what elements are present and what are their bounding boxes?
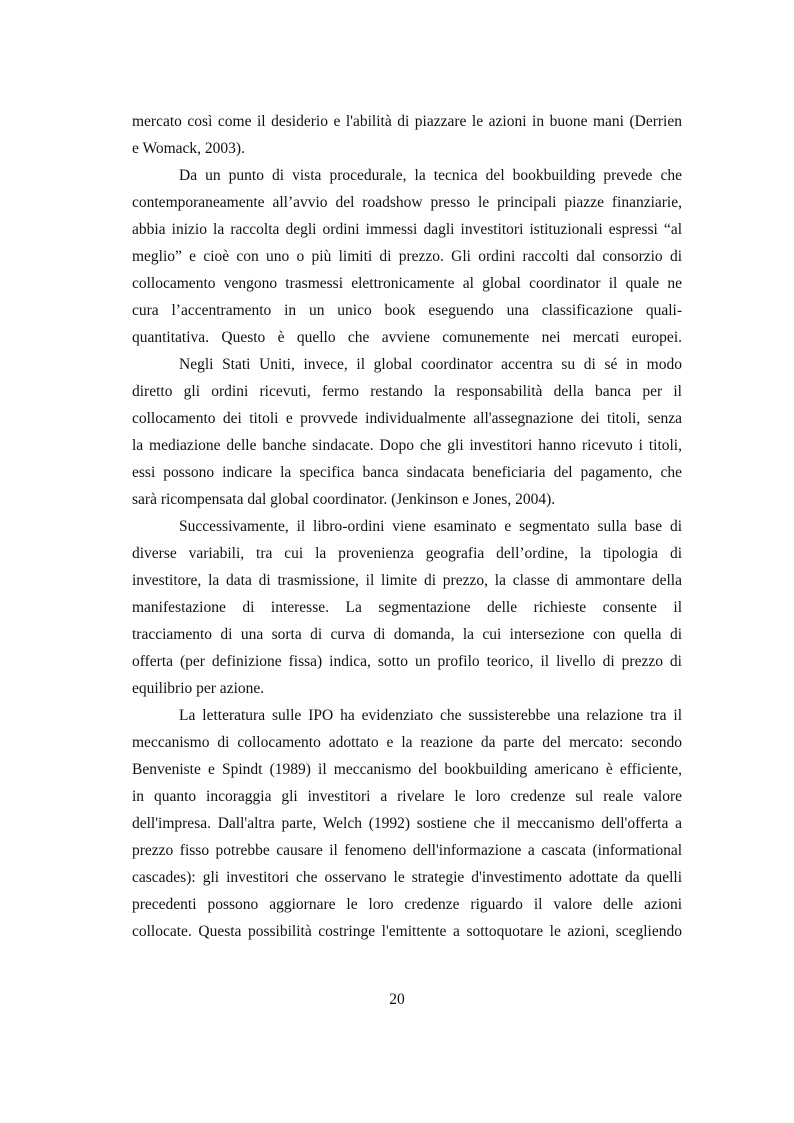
text-line: manifestazione di interesse. La segmentazione delle richieste consente il [132, 599, 682, 616]
text-line: meccanismo di collocamento adottato e la reazione da parte del mercato: secondo [132, 734, 682, 751]
text-line: La letteratura sulle IPO ha evidenziato che sussisterebbe una relazione tra il [179, 707, 682, 724]
text-line: collocamento vengono trasmessi elettronicamente al global coordinator il quale ne [132, 275, 682, 292]
text-line: dell'impresa. Dall'altra parte, Welch (1992) sostiene che il meccanismo dell'offerta a [132, 815, 682, 832]
text-line: abbia inizio la raccolta degli ordini immessi dagli investitori istituzionali espressi “al [132, 221, 682, 238]
text-line: sarà ricompensata dal global coordinator. (Jenkinson e Jones, 2004). [132, 491, 556, 508]
text-line: diverse variabili, tra cui la provenienza geografia dell’ordine, la tipologia di [132, 545, 682, 562]
document-body [132, 108, 682, 945]
text-line: tracciamento di una sorta di curva di domanda, la cui intersezione con quella di [132, 626, 682, 643]
text-line: e Womack, 2003). [132, 140, 245, 157]
text-line: quantitativa. Questo è quello che avviene comunemente nei mercati europei. [132, 329, 682, 346]
text-line: collocate. Questa possibilità costringe l'emittente a sottoquotare le azioni, scegliendo [132, 923, 682, 940]
text-line: investitore, la data di trasmissione, il limite di prezzo, la classe di ammontare della [132, 572, 682, 589]
text-line: cascades): gli investitori che osservano le strategie d'investimento adottate da quelli [132, 869, 682, 886]
text-line: prezzo fisso potrebbe causare il fenomeno dell'informazione a cascata (informational [132, 842, 682, 859]
text-line: mercato così come il desiderio e l'abilità di piazzare le azioni in buone mani (Derrien [132, 113, 682, 130]
text-line: la mediazione delle banche sindacate. Dopo che gli investitori hanno ricevuto i titoli, [132, 437, 682, 454]
text-line: collocamento dei titoli e provvede individualmente all'assegnazione dei titoli, senza [132, 410, 682, 427]
page-number: 20 [389, 991, 405, 1008]
text-line: Successivamente, il libro-ordini viene esaminato e segmentato sulla base di [179, 518, 682, 535]
text-line: Benveniste e Spindt (1989) il meccanismo del bookbuilding americano è efficiente, [132, 761, 682, 778]
text-line: diretto gli ordini ricevuti, fermo restando la responsabilità della banca per il [132, 383, 682, 400]
text-line: essi possono indicare la specifica banca sindacata beneficiaria del pagamento, che [132, 464, 682, 481]
text-line: offerta (per definizione fissa) indica, sotto un profilo teorico, il livello di prezzo di [132, 653, 682, 670]
text-line: precedenti possono aggiornare le loro credenze riguardo il valore delle azioni [132, 896, 682, 913]
text-line: meglio” e cioè con uno o più limiti di prezzo. Gli ordini raccolti dal consorzio di [132, 248, 682, 265]
text-line: equilibrio per azione. [132, 680, 265, 697]
text-line: cura l’accentramento in un unico book eseguendo una classificazione quali- [132, 302, 682, 319]
text-line: contemporaneamente all’avvio del roadshow presso le principali piazze finanziarie, [132, 194, 682, 211]
text-line: Negli Stati Uniti, invece, il global coordinator accentra su di sé in modo [179, 356, 682, 373]
text-line: Da un punto di vista procedurale, la tecnica del bookbuilding prevede che [179, 167, 682, 184]
text-line: in quanto incoraggia gli investitori a rivelare le loro credenze sul reale valore [132, 788, 682, 805]
